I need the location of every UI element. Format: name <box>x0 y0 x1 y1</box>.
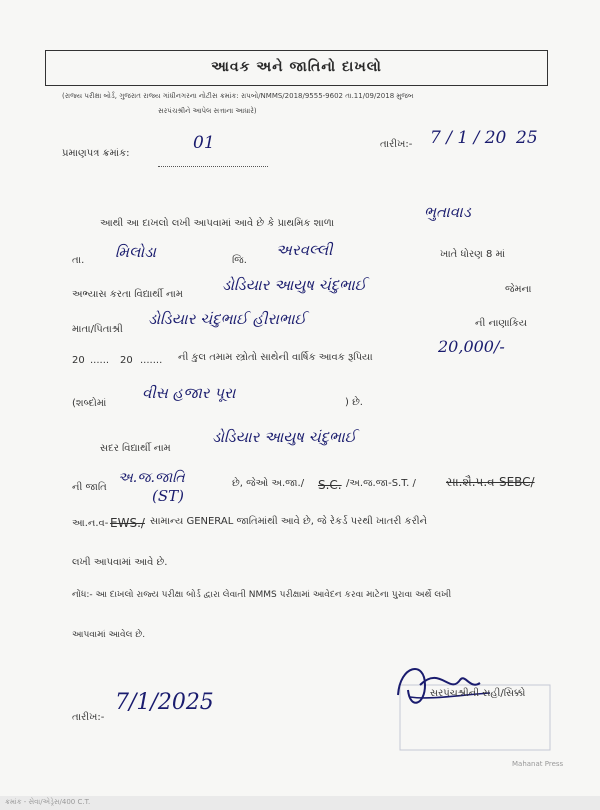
parent-name: ડોડિયાર ચંદુભાઈ હીરાભાઈ <box>148 310 307 328</box>
income-text: ની કુલ તમામ સ્ત્રોતો સાથેની વાર્ષિક આવક રૂપિયા <box>178 352 373 363</box>
date-year: 25 <box>516 128 538 148</box>
ews-prefix: આ.ન.વ- <box>72 518 109 529</box>
parent-label: માતા/પિતાશ્રી <box>72 324 123 335</box>
born-text: જેમના <box>505 284 532 295</box>
words-value: વીસ હજાર પૂરા <box>142 384 236 402</box>
general-text: સામાન્ય GENERAL જાતિમાંથી આવે છે, જે રેકર્ડ પરથી ખાતરી કરીને <box>150 516 428 527</box>
st-option: /અ.જ.જા-S.T. / <box>346 478 416 489</box>
taluka-label: તા. <box>72 255 85 266</box>
words-label: (શબ્દોમાં <box>72 398 107 409</box>
income-value: 20,000/- <box>438 337 505 356</box>
sebc-option: સા.શૈ.પ.વ-SEBC/ <box>446 475 535 489</box>
district-label: જિ. <box>232 255 247 266</box>
words-end: ) છે. <box>345 397 363 408</box>
date-value: 7 / 1 / 20 <box>430 128 507 148</box>
taluka-value: મિલોડા <box>115 243 156 261</box>
document-title: આવક અને જાતિનો દાખલો <box>45 50 548 86</box>
note-line1: નોંધ:- આ દાખલો રાજ્ય પરીક્ષા બોર્ડ દ્વારા લેવાતી NMMS પરીક્ષામાં આવેદન કરવા માટેના પુરાવા અર્થે લખી <box>72 590 452 600</box>
year-to: 20 <box>120 355 133 366</box>
subtitle-line2: સરપંચશ્રીને આપેલ સત્તાના આધારે) <box>158 107 257 115</box>
student2-name: ડોડિયાર આયુષ ચંદુભાઈ <box>212 428 357 446</box>
bottom-corner-text: ક્રમાંક - સેવા/એડ્રેસ/400 C.T. <box>5 798 91 806</box>
caste-value: અ.જ.જાતિ <box>118 470 185 486</box>
caste-text: છે, જેઓ અ.જા./ <box>232 478 305 489</box>
final-line: લખી આપવામાં આવે છે. <box>72 557 168 568</box>
student2-label: સદર વિદ્યાર્થી નામ <box>100 443 171 454</box>
std-text: ખાતે ધોરણ 8 માં <box>440 249 506 260</box>
st-handwritten: (ST) <box>152 487 184 505</box>
subtitle-line1: (રાજ્ય પરીક્ષા બોર્ડ, ગુજરાત રાજ્ય ગાંધીનગરના નોટીસ ક્રમાંક: રાપબો/NMMS/2018/9555-9602 તા.11/09/2018 મુજબ <box>62 92 414 100</box>
bottom-date-value: 7/1/2025 <box>115 690 214 715</box>
cert-number-label: પ્રમાણપત્ર ક્રમાંક: <box>62 148 130 159</box>
sc-option: S.C. <box>318 478 342 492</box>
signature-label: સરપંચશ્રીની સહી/સિક્કો <box>430 688 526 699</box>
resident-text: ની નાણાકિય <box>475 318 528 329</box>
district-value: અરવલ્લી <box>276 241 333 259</box>
student-name: ડોડિયાર આયુષ ચંદુભાઈ <box>222 276 367 294</box>
footer-mark: Mahanat Press <box>512 760 564 768</box>
date-label: તારીખ:- <box>380 139 413 150</box>
cert-number-line <box>158 160 268 167</box>
caste-label: ની જાતિ <box>72 482 107 493</box>
student-label: અભ્યાસ કરતા વિદ્યાર્થી નામ <box>72 289 183 300</box>
school-name: ભુતાવાડ <box>424 203 471 221</box>
note-line2: આપવામાં આવેલ છે. <box>72 630 146 640</box>
line1-text: આથી આ દાખલો લખી આપવામાં આવે છે કે પ્રાથમિક શાળા <box>100 218 335 229</box>
cert-number-value: 01 <box>193 133 215 153</box>
ews-option: EWS./ <box>110 516 145 530</box>
year-from: 20 <box>72 355 85 366</box>
sarpanch-stamp <box>370 655 570 760</box>
bottom-date-label: તારીખ:- <box>72 712 105 723</box>
